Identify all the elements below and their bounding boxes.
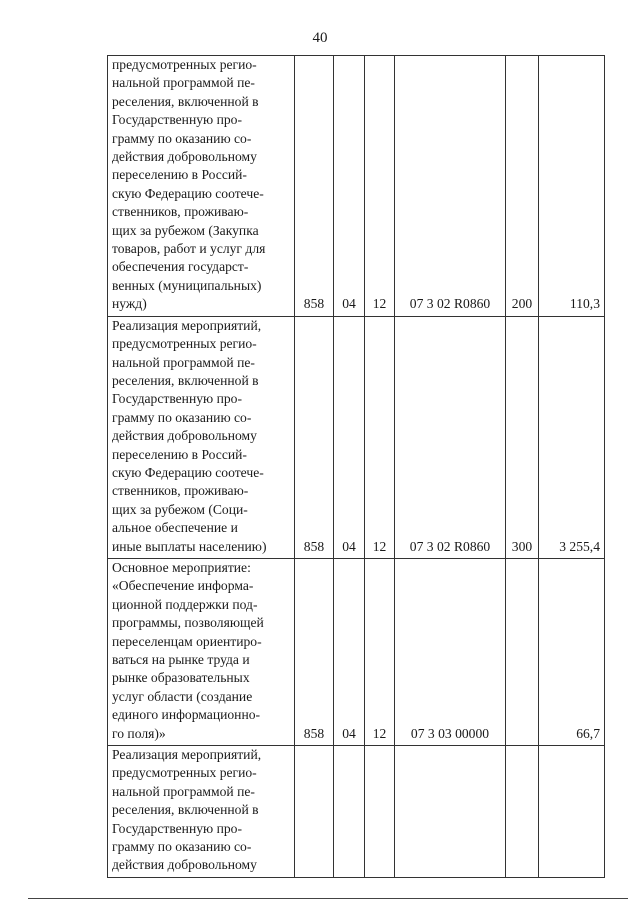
table-row [108, 316, 605, 558]
target-article-cell: 07 3 03 00000 [395, 558, 506, 745]
description-line: ственников, проживаю- [112, 204, 249, 220]
description-line: реселения, включенной в [112, 93, 259, 109]
section-code-cell: 04 [334, 558, 365, 745]
table-row [108, 558, 605, 745]
subsection-code-cell: 12 [365, 56, 395, 317]
description-line: товаров, работ и услуг для [112, 241, 266, 257]
description-line: предусмотренных регио- [112, 336, 257, 352]
expense-type-cell [506, 558, 539, 745]
section-code-cell: 04 [334, 316, 365, 558]
description-line: переселению в Россий- [112, 446, 247, 462]
page-number: 40 [312, 30, 328, 46]
amount-cell: 110,3 [539, 56, 605, 317]
subsection-code-cell: 12 [365, 558, 395, 745]
description-line: иные выплаты населению) [112, 538, 267, 554]
amount-cell: 66,7 [539, 558, 605, 745]
description-line: грамму по оказанию со- [112, 130, 252, 146]
description-line: переселению в Россий- [112, 167, 247, 183]
target-article-cell: 07 3 02 R0860 [395, 56, 506, 317]
description-line: грамму по оказанию со- [112, 839, 252, 855]
description-line: программы, позволяющей [112, 615, 264, 631]
description-line: венных (муниципальных) [112, 277, 262, 293]
row-description [108, 746, 295, 878]
description-line: ционной поддержки под- [112, 596, 258, 612]
amount-cell: 3 255,4 [539, 316, 605, 558]
row-description [108, 56, 295, 317]
description-line: единого информационно- [112, 707, 261, 723]
table-row [108, 56, 605, 317]
table-body [108, 56, 605, 878]
expense-type-cell: 300 [506, 316, 539, 558]
description-line: нальной программой пе- [112, 354, 255, 370]
description-line: действия добровольному [112, 149, 257, 165]
description-line: предусмотренных регио- [112, 57, 257, 72]
description-line: щих за рубежом (Закупка [112, 222, 259, 238]
description-line: предусмотренных регио- [112, 765, 257, 781]
description-line: ственников, проживаю- [112, 483, 249, 499]
description-line: Государственную про- [112, 820, 242, 836]
description-line: нальной программой пе- [112, 783, 255, 799]
description-line: скую Федерацию соотече- [112, 185, 264, 201]
section-code-cell [334, 746, 365, 878]
description-line: нальной программой пе- [112, 75, 255, 91]
description-line: реселения, включенной в [112, 802, 259, 818]
description-line: скую Федерацию соотече- [112, 464, 264, 480]
description-line: Основное мероприятие: [112, 559, 251, 575]
table-row [108, 746, 605, 878]
expense-type-cell [506, 746, 539, 878]
target-article-cell [395, 746, 506, 878]
subsection-code-cell [365, 746, 395, 878]
description-line: щих за рубежом (Соци- [112, 501, 248, 517]
ministry-code-cell: 858 [295, 316, 334, 558]
description-line: реселения, включенной в [112, 372, 259, 388]
description-line: Реализация мероприятий, [112, 747, 262, 763]
description-line: действия добровольному [112, 857, 257, 873]
budget-table [107, 55, 605, 878]
description-line: рынке образовательных [112, 670, 250, 686]
description-line: действия добровольному [112, 428, 257, 444]
ministry-code-cell: 858 [295, 558, 334, 745]
description-line: грамму по оказанию со- [112, 409, 252, 425]
section-code-cell: 04 [334, 56, 365, 317]
description-line: переселенцам ориентиро- [112, 633, 262, 649]
description-line: Государственную про- [112, 391, 242, 407]
footer-rule [28, 898, 628, 899]
amount-cell [539, 746, 605, 878]
description-line: альное обеспечение и [112, 520, 238, 536]
ministry-code-cell: 858 [295, 56, 334, 317]
row-description [108, 316, 295, 558]
target-article-cell: 07 3 02 R0860 [395, 316, 506, 558]
description-line: Реализация мероприятий, [112, 317, 262, 333]
ministry-code-cell [295, 746, 334, 878]
description-line: Государственную про- [112, 112, 242, 128]
expense-type-cell: 200 [506, 56, 539, 317]
description-line: ваться на рынке труда и [112, 652, 250, 667]
subsection-code-cell: 12 [365, 316, 395, 558]
description-line: го поля)» [112, 725, 166, 741]
description-line: обеспечения государст- [112, 259, 249, 275]
description-line: услуг области (создание [112, 688, 253, 704]
description-line: нужд) [112, 296, 147, 312]
description-line: «Обеспечение информа- [112, 578, 254, 594]
row-description [108, 558, 295, 745]
